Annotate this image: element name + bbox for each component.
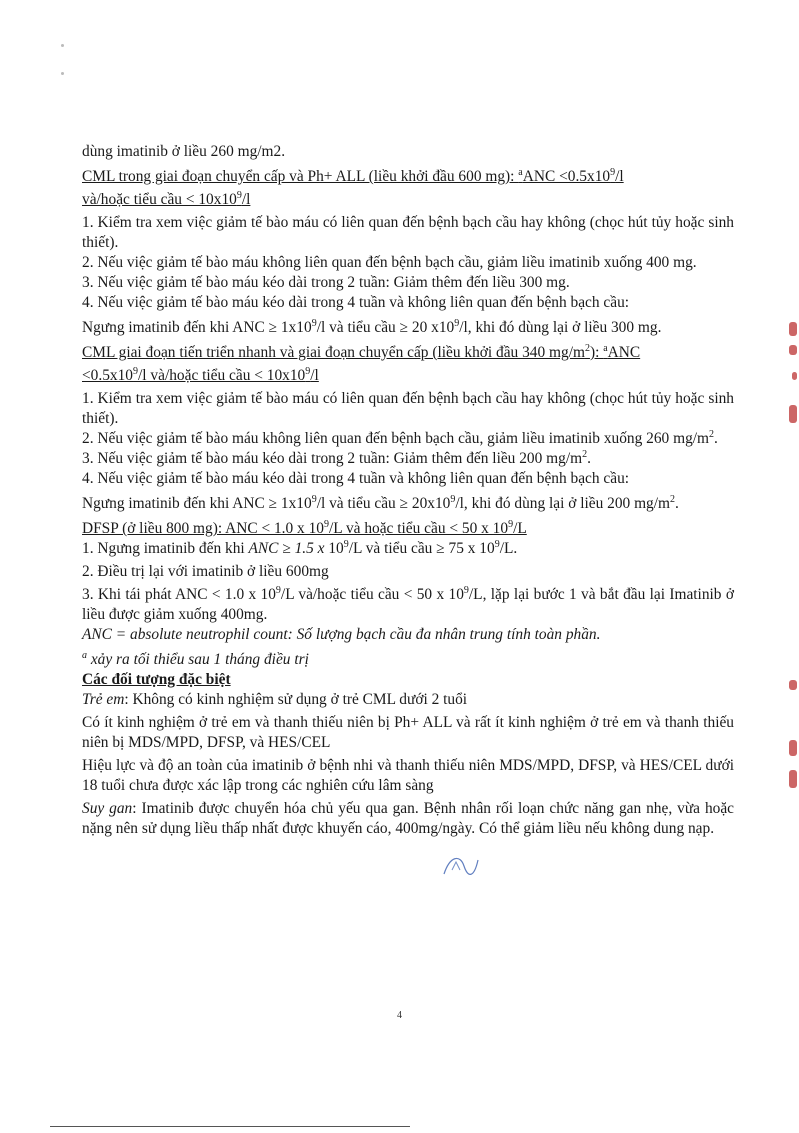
list-item [82, 429, 734, 449]
heading-text: ANC <0.5x10 [522, 168, 611, 185]
text: . [675, 495, 679, 512]
page-number: 4 [397, 1010, 402, 1021]
list-item: 2. Điều trị lại với imatinib ở liều 600mg [82, 563, 329, 580]
text: ANC ≥ 1.5 x [248, 540, 325, 557]
superscript: 9 [454, 318, 460, 329]
list-item: 3. Nếu việc giảm tế bào máu kéo dài trong 2 tuần: Giảm thêm đến liều 300 mg. [82, 274, 570, 291]
superscript: 2 [582, 449, 588, 460]
list-item [82, 585, 734, 625]
list-item [82, 449, 734, 469]
document-body [82, 142, 734, 839]
superscript: 9 [463, 585, 469, 596]
edge-mark [789, 322, 797, 336]
heading-text: /L và hoặc tiểu cầu < 50 x 10 [329, 520, 509, 537]
text: : Không có kinh nghiệm sử dụng ở trẻ CML dưới 2 tuổi [124, 691, 468, 708]
text: xảy ra tối thiểu sau 1 tháng điều trị [87, 651, 309, 668]
text: 3. Nếu việc giảm tế bào máu kéo dài trong 2 tuần: Giảm thêm đến liều 200 mg/m [82, 450, 583, 467]
superscript: 9 [133, 366, 139, 377]
text: 10 [324, 540, 344, 557]
edge-mark [789, 345, 797, 355]
superscript: 9 [275, 585, 281, 596]
list-item: 4. Nếu việc giảm tế bào máu kéo dài trong 4 tuần và không liên quan đến bệnh bạch cầu: [82, 470, 630, 487]
superscript: 9 [311, 318, 317, 329]
top-line: dùng imatinib ở liều 260 mg/m2. [82, 143, 286, 160]
scan-speck [61, 44, 64, 47]
scan-speck [61, 72, 64, 75]
list-item-cont [82, 494, 734, 514]
footnote-a [82, 650, 734, 670]
superscript: 9 [508, 519, 514, 530]
heading-text: và/hoặc tiểu cầu < 10x10 [82, 191, 237, 208]
section-1-heading [82, 167, 734, 187]
text: /l, khi đó dùng lại ở liều 200 mg/m [455, 495, 670, 512]
superscript: 9 [311, 494, 317, 505]
text: 3. Khi tái phát ANC < 1.0 x 10 [82, 586, 276, 603]
section-3-heading [82, 519, 734, 539]
edge-mark [792, 372, 797, 380]
edge-scan-marks [779, 0, 799, 1133]
superscript: 9 [450, 494, 456, 505]
heading-text: /l [615, 168, 624, 185]
special-populations-heading: Các đối tượng đặc biệt [82, 671, 231, 688]
superscript: 9 [324, 519, 329, 530]
heading-text: ANC [607, 344, 641, 361]
text: /L, lặp lại bước 1 và bắt đầu lại Imatinib ở liều được giảm xuống 400mg. [82, 586, 734, 623]
list-item: 2. Nếu việc giảm tế bào máu không liên quan đến bệnh bạch cầu, giảm liều imatinib xuống 400 mg. [82, 254, 697, 271]
list-item [82, 539, 734, 559]
text: Ngưng imatinib đến khi ANC ≥ 1x10 [82, 319, 312, 336]
paragraph [82, 690, 734, 710]
superscript: 9 [494, 539, 500, 550]
edge-mark [789, 770, 797, 788]
anc-definition: ANC = absolute neutrophil count: Số lượng bạch cầu đa nhân trung tính toàn phần. [82, 626, 601, 643]
label: Trẻ em [82, 691, 125, 708]
text: /l và tiểu cầu ≥ 20 x10 [316, 319, 455, 336]
section-2-heading [82, 343, 734, 363]
text: 1. Ngưng imatinib đến khi [82, 540, 249, 557]
text: /L và/hoặc tiểu cầu < 50 x 10 [280, 586, 464, 603]
text: . [587, 450, 591, 467]
edge-mark [789, 680, 797, 690]
superscript: 9 [610, 167, 616, 178]
heading-text: CML trong giai đoạn chuyển cấp và Ph+ ALL (liều khởi đầu 600 mg): [82, 168, 519, 185]
pen-mark-icon [440, 852, 480, 882]
text: Ngưng imatinib đến khi ANC ≥ 1x10 [82, 495, 312, 512]
superscript: 2 [584, 343, 590, 354]
superscript: 2 [709, 429, 715, 440]
list-item: 4. Nếu việc giảm tế bào máu kéo dài trong 4 tuần và không liên quan đến bệnh bạch cầu: [82, 294, 630, 311]
paragraph: Hiệu lực và độ an toàn của imatinib ở bệnh nhi và thanh thiếu niên MDS/MPD, DFSP, và HES/CEL dưới 18 tuổi chưa được xác lập trong các nghiên cứu lâm sàng [82, 757, 734, 794]
heading-text: /l [310, 367, 319, 384]
section-1-heading-cont [82, 190, 734, 210]
superscript: 9 [236, 190, 242, 201]
edge-mark [789, 405, 797, 423]
heading-text: <0.5x10 [82, 367, 134, 384]
paragraph: Có ít kinh nghiệm ở trẻ em và thanh thiếu niên bị Ph+ ALL và rất ít kinh nghiệm ở trẻ em và thanh thiếu niên bị MDS/MPD, DFSP, và HES/CEL [82, 714, 734, 751]
heading-text: /L [513, 520, 527, 537]
superscript: 2 [670, 494, 675, 505]
superscript: 9 [343, 539, 349, 550]
section-2-heading-cont [82, 366, 734, 386]
footnote-mark: a [82, 650, 87, 661]
paragraph [82, 799, 734, 839]
edge-mark [789, 740, 797, 756]
heading-text: DFSP (ở liều 800 mg): ANC < 1.0 x 10 [82, 520, 324, 537]
heading-text: /l [241, 191, 251, 208]
superscript: 9 [305, 366, 311, 377]
list-item-cont [82, 318, 734, 338]
footnote-mark: a [603, 343, 608, 354]
text: . [714, 430, 718, 447]
bottom-rule [50, 1126, 410, 1127]
text: 2. Nếu việc giảm tế bào máu không liên quan đến bệnh bạch cầu, giảm liều imatinib xuống 260 mg/m [82, 430, 710, 447]
list-item: 1. Kiểm tra xem việc giảm tế bào máu có liên quan đến bệnh bạch cầu hay không (chọc hút tủy hoặc sinh thiết). [82, 390, 734, 427]
text: : Imatinib được chuyển hóa chủ yếu qua gan. Bệnh nhân rối loạn chức năng gan nhẹ, vừa hoặc nặng nên sử dụng liều thấp nhất được khuyến cáo, 400mg/ngày. Có thể giảm liều nếu không dung nạp. [82, 800, 734, 837]
text: /l, khi đó dùng lại ở liều 300 mg. [459, 319, 662, 336]
text: /l và tiểu cầu ≥ 20x10 [316, 495, 451, 512]
heading-text: /l và/hoặc tiểu cầu < 10x10 [138, 367, 306, 384]
text: /L và tiểu cầu ≥ 75 x 10 [348, 540, 495, 557]
text: /L. [499, 540, 518, 557]
label: Suy gan [82, 800, 133, 817]
heading-text: ): [589, 344, 604, 361]
footnote-mark: a [518, 167, 523, 178]
list-item: 1. Kiểm tra xem việc giảm tế bào máu có liên quan đến bệnh bạch cầu hay không (chọc hút tủy hoặc sinh thiết). [82, 214, 734, 251]
heading-text: CML giai đoạn tiến triển nhanh và giai đoạn chuyển cấp (liều khởi đầu 340 mg/m [82, 344, 585, 361]
